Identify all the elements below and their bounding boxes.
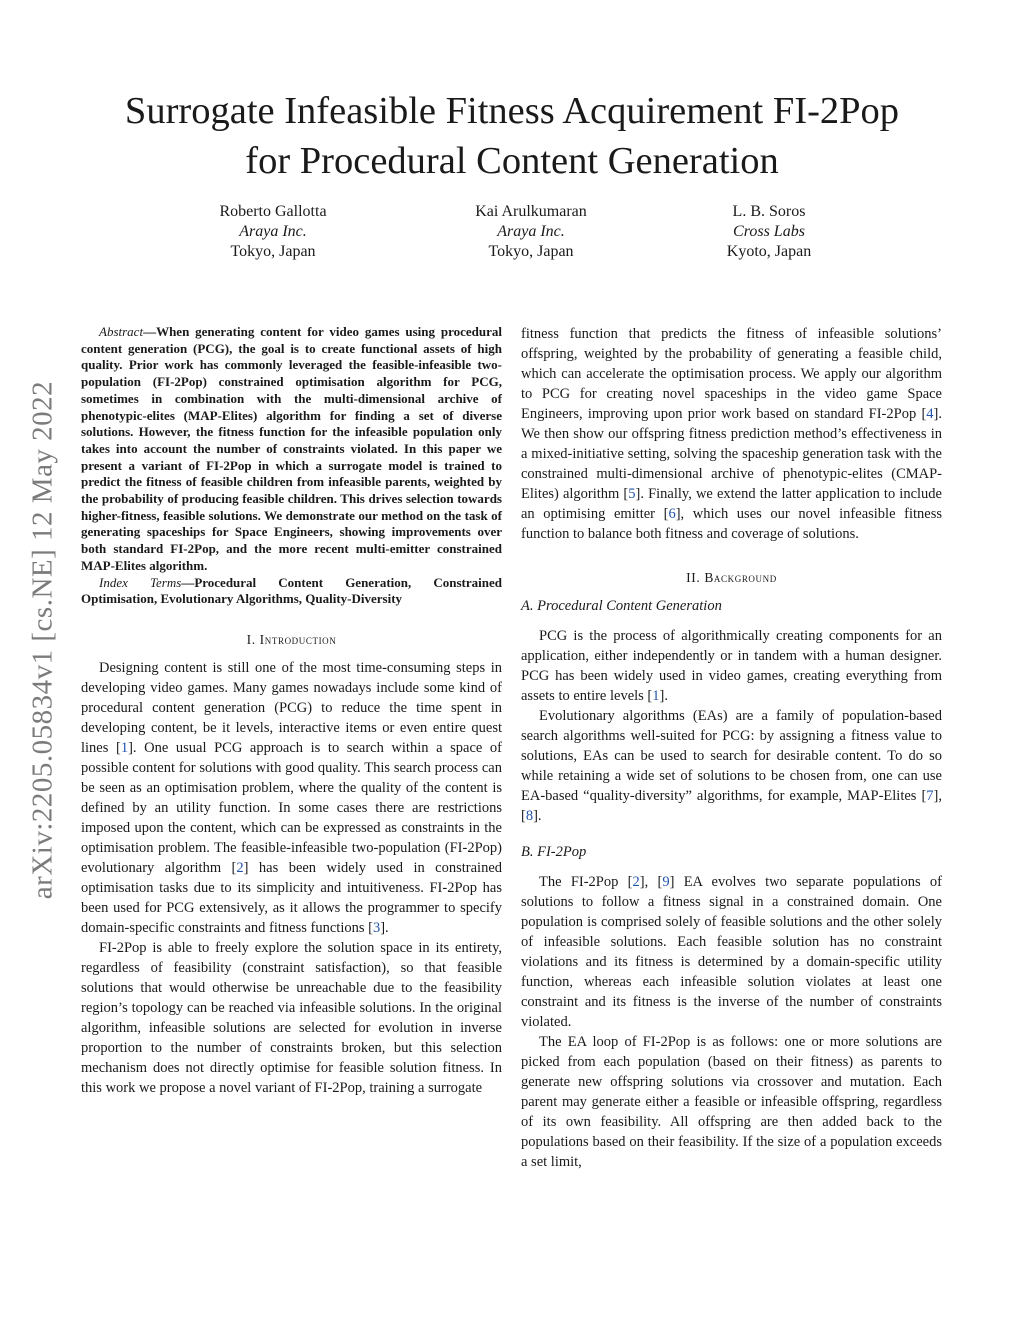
subsection-heading-pcg: A. Procedural Content Generation — [521, 598, 722, 614]
arxiv-stamp — [22, 340, 64, 940]
author-name: Roberto Gallotta — [219, 203, 327, 220]
author-affiliation: Cross Labs — [733, 223, 805, 240]
section-heading-introduction: I. Introduction — [246, 631, 337, 647]
citation-link[interactable]: 5 — [628, 486, 636, 502]
pcg-paragraph-2: Evolutionary algorithms (EAs) are a family of population-based search algorithms well-suited for PCG: by assigning a fitness value to solutions, EAs can be used to search for desirable content. To do so while retaining a wide set of solutions to be chosen from, one can use EA-based “quality-diversity” algorithms, for example, MAP-Elites [7], [8]. — [521, 708, 942, 824]
citation-link[interactable]: 1 — [652, 688, 660, 704]
arxiv-id: arXiv:2205.05834v1 [cs.NE] 12 May 2022 — [26, 380, 59, 900]
author-location: Tokyo, Japan — [488, 243, 574, 260]
author-3 — [649, 202, 889, 262]
citation-link[interactable]: 2 — [236, 859, 244, 876]
index-terms-text: —Procedural Content Generation, Constrained Optimisation, Evolutionary Algorithms, Quality-Diversity — [81, 574, 503, 607]
index-terms-label: Index Terms — [99, 574, 182, 590]
intro-paragraph-continued: fitness function that predicts the fitness of infeasible solutions’ offspring, weighted by the probability of generating a feasible child, which can accelerate the optimisation process. We apply our algorithm to PCG for creating novel spaceships in the video game Space Engineers, improving upon prior work based on standard FI-2Pop [4]. We then show our offspring fitness prediction method’s effectiveness in a mixed-initiative setting, solving the spaceship generation task with the constrained multi-dimensional archive of phenotypic-elites (CMAP-Elites) algorithm [5]. Finally, we extend the latter application to include an optimising emitter [6], which uses our novel infeasible fitness function to balance both fitness and coverage of solutions. — [521, 326, 942, 542]
title-line-1: Surrogate Infeasible Fitness Acquirement FI-2Pop — [124, 90, 900, 132]
subsection-heading-fi2pop: B. FI-2Pop — [521, 844, 587, 860]
left-column — [81, 324, 502, 1098]
citation-link[interactable]: 1 — [120, 739, 129, 756]
citation-link[interactable]: 8 — [525, 808, 534, 824]
author-affiliation: Araya Inc. — [239, 223, 307, 240]
citation-link[interactable]: 3 — [372, 919, 381, 936]
citation-link[interactable]: 7 — [926, 788, 934, 804]
author-location: Tokyo, Japan — [230, 243, 316, 260]
index-terms — [81, 575, 502, 608]
author-name: Kai Arulkumaran — [475, 203, 587, 220]
fi2pop-paragraph-2: The EA loop of FI-2Pop is as follows: one or more solutions are picked from each population (based on their fitness) as parents to generate new offspring solutions via crossover and mutation. Each parent may generate either a feasible or infeasible offspring, regardless of its own feasibility. All offspring are then added back to the populations based on their feasibility. If the size of a population exceeds a set limit, — [521, 1034, 942, 1170]
citation-link[interactable]: 4 — [926, 406, 934, 422]
author-location: Kyoto, Japan — [726, 243, 812, 260]
abstract-label: Abstract — [99, 324, 144, 339]
pcg-paragraph-1: PCG is the process of algorithmically creating components for an application, either independently or in tandem with a human designer. PCG has been widely used in video games, creating everything from assets to entire levels [1]. — [521, 628, 942, 704]
abstract — [81, 324, 502, 575]
author-name: L. B. Soros — [732, 203, 806, 220]
author-affiliation: Araya Inc. — [497, 223, 565, 240]
citation-link[interactable]: 2 — [632, 874, 640, 890]
right-column — [521, 324, 942, 1172]
author-2 — [411, 202, 651, 262]
paper-title — [60, 86, 964, 186]
section-heading-background: II. Background — [686, 570, 777, 585]
intro-paragraph-1: Designing content is still one of the most time-consuming steps in developing video games. Many games nowadays include some kind of procedural content generation (PCG) to reduce the time spent in developing content, be it levels, interactive items or even entire quest lines [1]. One usual PCG approach is to search within a space of possible content for solutions with good quality. This search process can be seen as an optimisation problem, where the quality of the content is defined by an utility function. In some cases there are restrictions imposed upon the content, which can be expressed as constraints in the optimisation problem. The feasible-infeasible two-population (FI-2Pop) evolutionary algorithm [2] has been widely used in constrained optimisation tasks due to its simplicity and intuitiveness. FI-2Pop has been used for PCG extensively, as it allows the programmer to specify domain-specific constraints and fitness functions [3]. — [81, 659, 503, 936]
abstract-text: —When generating content for video games using procedural content generation (PCG), the goal is to create functional assets of high quality. Prior work has commonly leveraged the feasible-infeasible two-population (FI-2Pop) constrained optimisation algorithm for PCG, sometimes in combination with the multi-dimensional archive of phenotypic-elites (MAP-Elites) algorithm for finding a set of diverse solutions. However, the fitness function for the infeasible population only takes into account the number of constraints violated. In this paper we present a variant of FI-2Pop in which a surrogate model is trained to predict the fitness of feasible children from infeasible parents, weighted by the probability of producing feasible children. This drives selection towards higher-fitness, feasible solutions. We demonstrate our method on the task of generating spaceships for Space Engineers, showing improvements over both standard FI-2Pop, and the more recent multi-emitter constrained MAP-Elites algorithm. — [81, 324, 502, 573]
citation-link[interactable]: 6 — [668, 506, 676, 522]
title-line-2: for Procedural Content Generation — [245, 140, 779, 182]
citation-link[interactable]: 9 — [662, 874, 670, 890]
author-1 — [153, 202, 393, 262]
fi2pop-paragraph-1: The FI-2Pop [2], [9] EA evolves two separate populations of solutions to follow a fitness signal in a constrained domain. One population is comprised solely of feasible solutions and the other solely of infeasible solutions. Each feasible solution has no constraint violations and its fitness is determined by a domain-specific utility function, whereas each infeasible solution violates at least one constraint and its fitness is the inverse of the number of constraints violated. — [521, 874, 942, 1030]
intro-paragraph-2: FI-2Pop is able to freely explore the solution space in its entirety, regardless of feasibility (constraint satisfaction), so that feasible solutions that would otherwise be unreachable due to the feasibility region’s topology can be reached via infeasible solutions. In the original algorithm, infeasible solutions are selected for evolution in inverse proportion to the number of constraints broken, but this selection mechanism does not directly optimise for feasible solution fitness. In this work we propose a novel variant of FI-2Pop, training a surrogate — [81, 939, 502, 1096]
